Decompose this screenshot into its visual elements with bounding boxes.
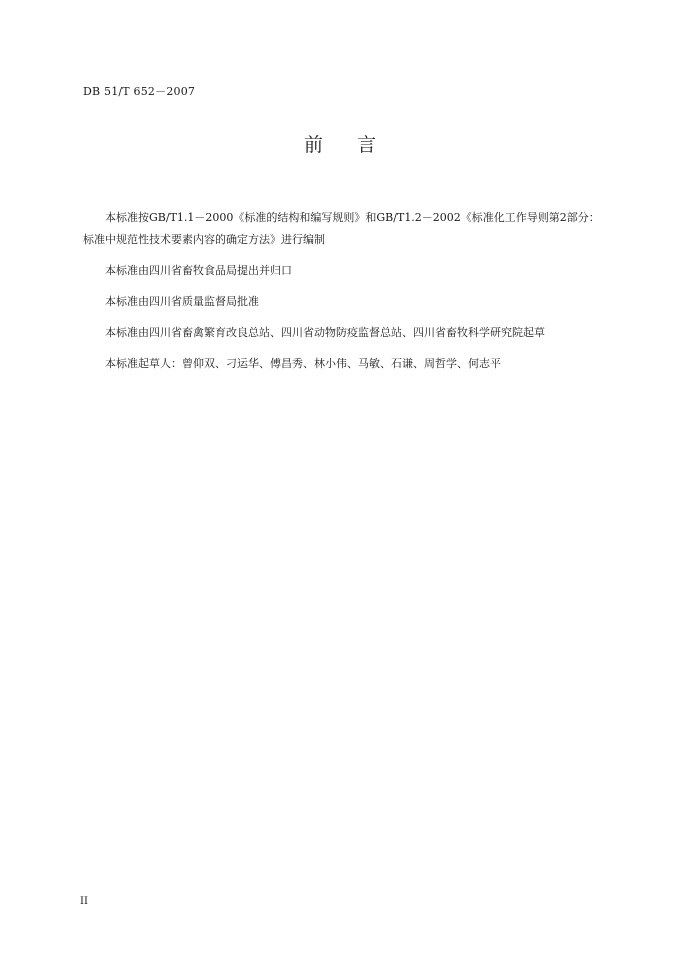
preface-body: [83, 207, 603, 384]
paragraph-drafted-by: 本标准由四川省畜禽繁育改良总站、四川省动物防疫监督总站、四川省畜牧科学研究院起草: [105, 326, 545, 339]
page-number: II: [80, 896, 88, 907]
paragraph-proposed-by: 本标准由四川省畜牧食品局提出并归口: [105, 264, 292, 277]
paragraph-approved-by: 本标准由四川省质量监督局批准: [105, 295, 259, 308]
paragraph-compilation-basis: 本标准按GB/T1.1－2000《标准的结构和编写规则》和GB/T1.2－2002《标准化工作导则第2部分：标准中规范性技术要素内容的确定方法》进行编制: [83, 211, 600, 246]
page-title: 前 言: [303, 134, 391, 156]
standard-code: DB 51/T 652－2007: [83, 85, 196, 98]
paragraph-drafters: 本标准起草人：曾仰双、刁运华、傅昌秀、林小伟、马敏、石谦、周哲学、何志平: [105, 357, 501, 370]
